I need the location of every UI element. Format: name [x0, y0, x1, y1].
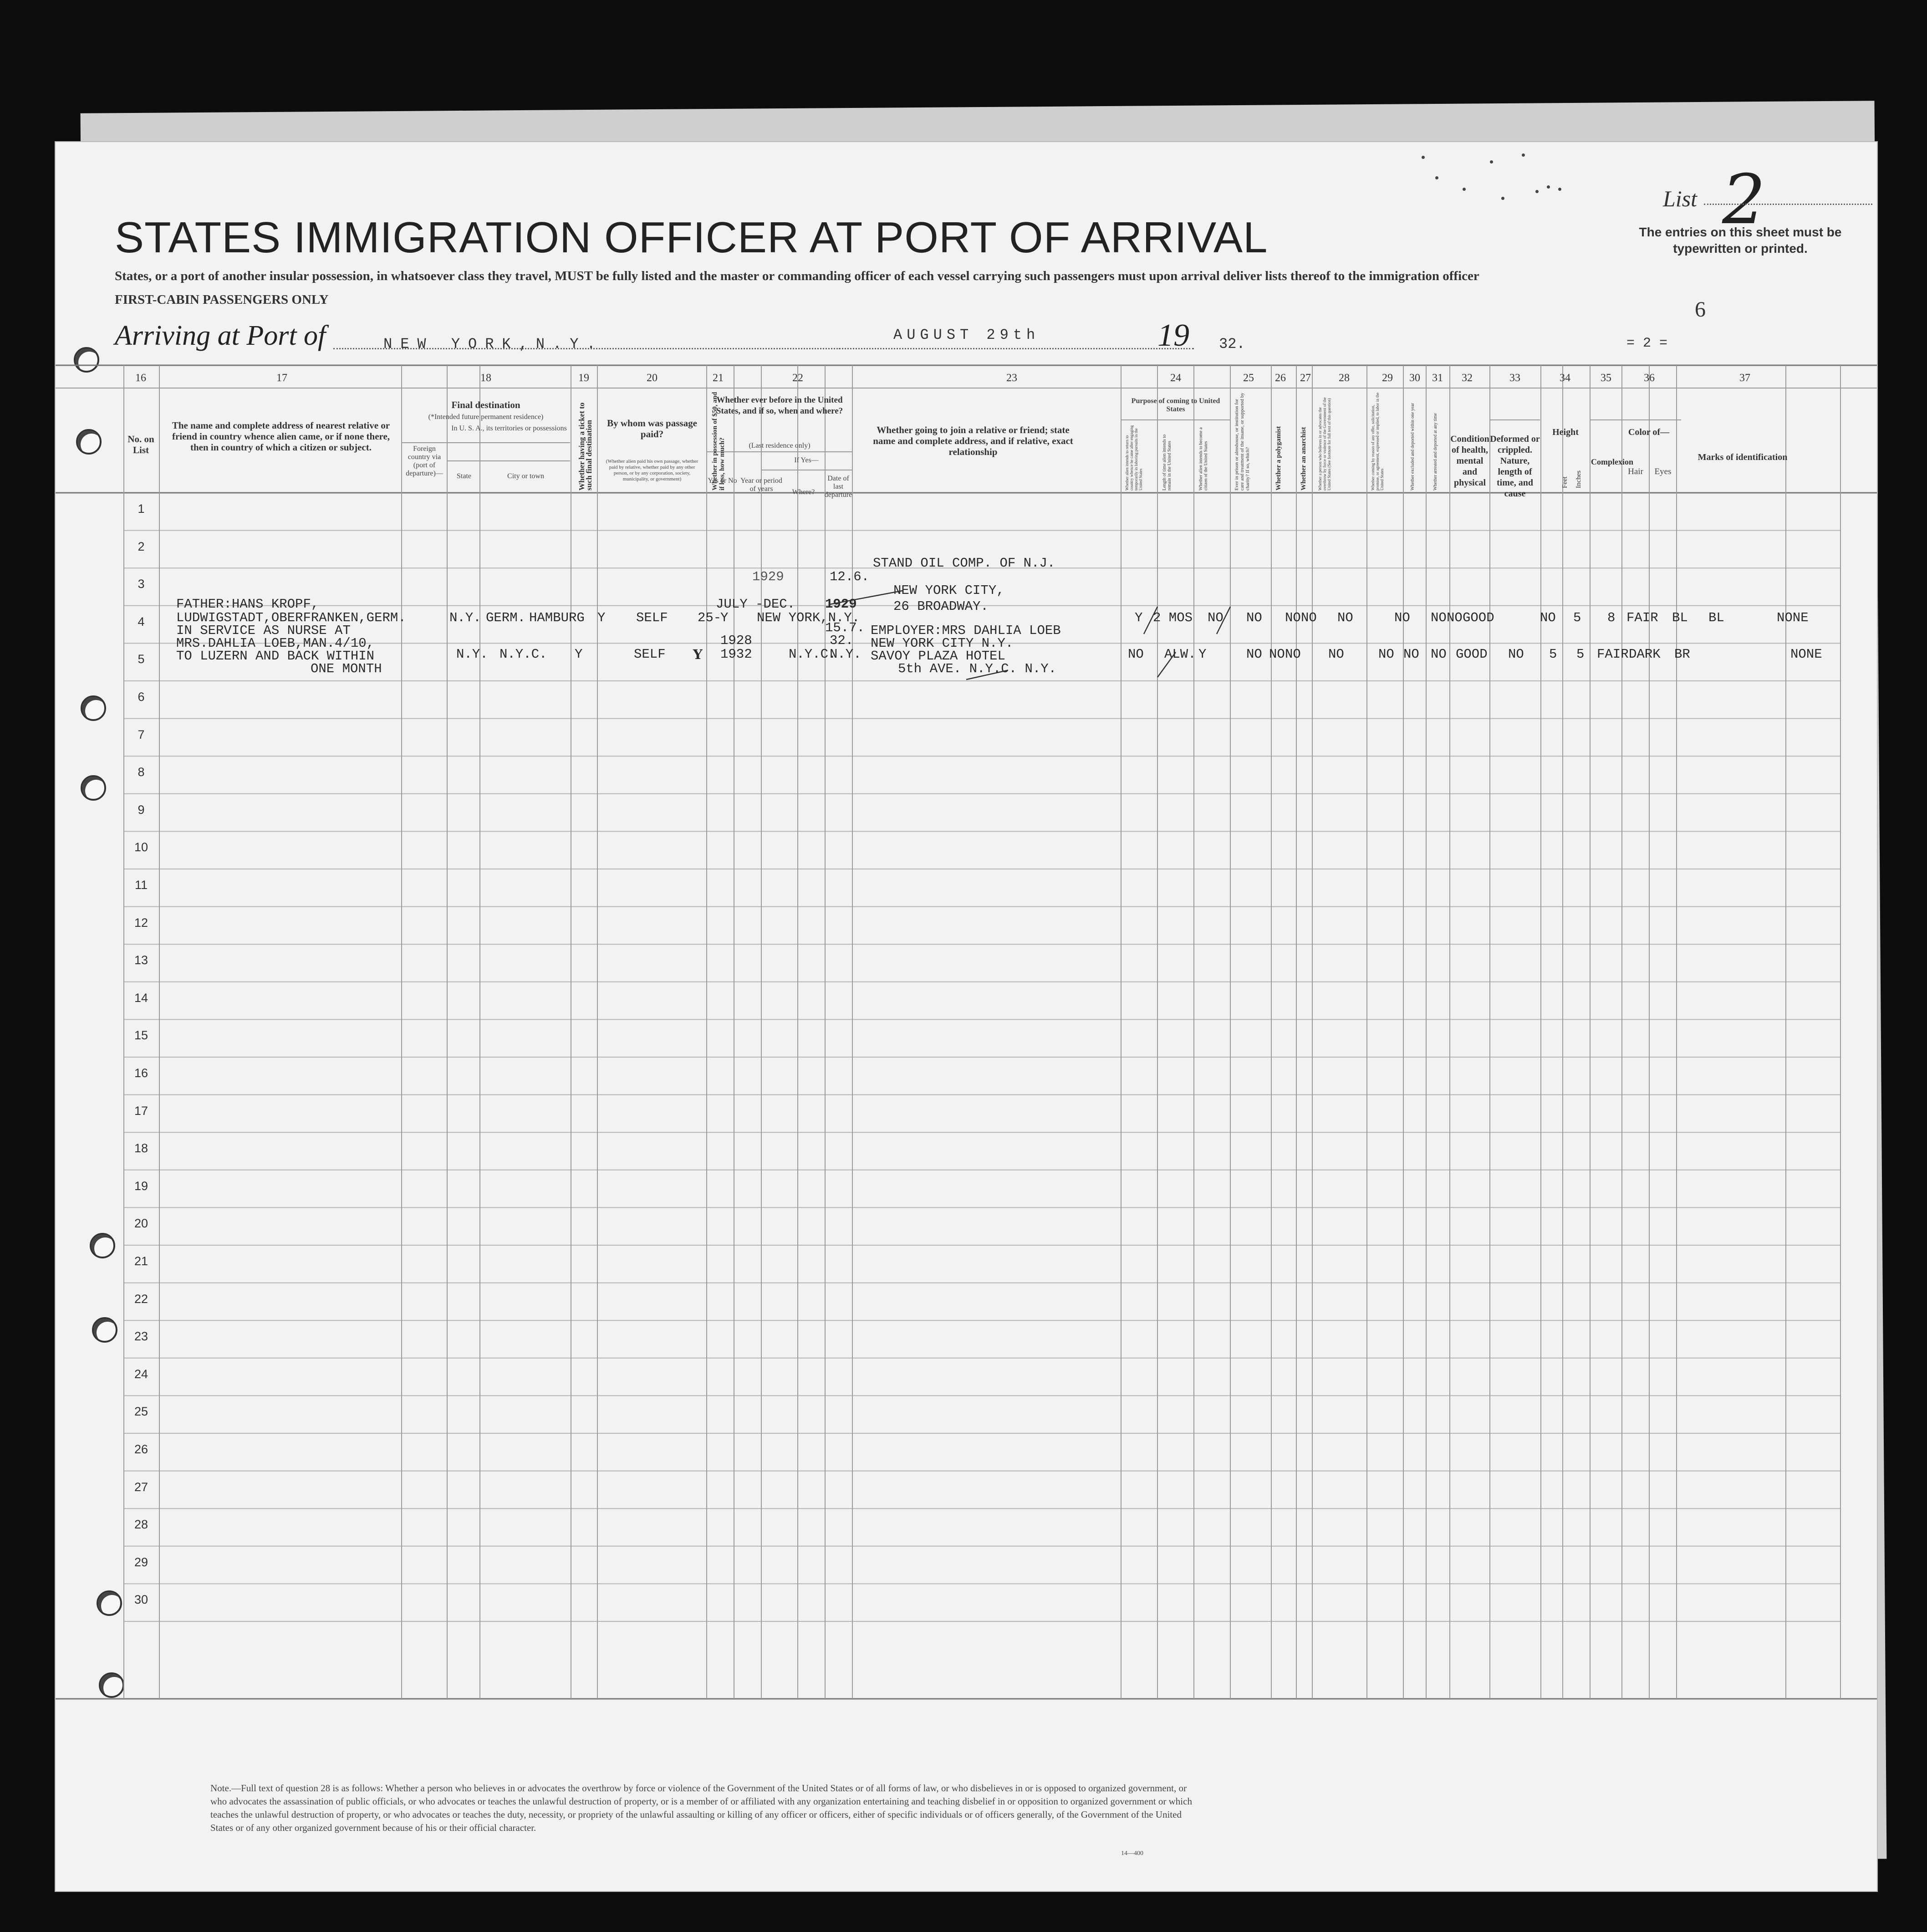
r1-join-line3: 26 BROADWAY.	[893, 599, 989, 614]
row-number: 28	[134, 1518, 148, 1532]
r1-before-yn: Y	[720, 610, 729, 625]
colnum-19: 19	[578, 372, 589, 384]
colnum-21: 21	[713, 372, 724, 384]
row-number: 6	[138, 690, 145, 704]
header-c16: No. on List	[127, 434, 154, 455]
r2-period-1: 1928	[720, 633, 752, 648]
row-number: 14	[134, 991, 148, 1005]
entries-note: The entries on this sheet must be typewritten or printed.	[1639, 225, 1842, 256]
colnum-31: 31	[1432, 372, 1443, 384]
r1-hair: BL	[1672, 610, 1688, 625]
r1-citizen: NO	[1208, 610, 1223, 625]
r2-departure-2: 32.	[830, 633, 854, 648]
row-number: 27	[134, 1480, 148, 1494]
r1-money: 25-	[698, 610, 722, 625]
row-number: 25	[134, 1405, 148, 1419]
colnum-35: 35	[1601, 372, 1611, 384]
r2-marks: NONE	[1790, 647, 1822, 662]
header-c34: Height	[1552, 427, 1579, 437]
year-prefix: 19	[1157, 318, 1189, 353]
header-c26: Whether a polygamist	[1275, 426, 1282, 491]
r1-arrested: NO	[1447, 610, 1463, 625]
header-c18-city: City or town	[507, 472, 544, 480]
r1-overthrow: NO	[1337, 610, 1353, 625]
r2-money: Y	[693, 647, 703, 662]
date-value: AUGUST 29th	[893, 327, 1040, 343]
r2-return: NO	[1128, 647, 1144, 662]
r1-length: 2 MOS	[1153, 610, 1193, 625]
row-number: 8	[138, 765, 145, 779]
colnum-30: 30	[1409, 372, 1420, 384]
colnum-24: 24	[1170, 372, 1181, 384]
r1-health: GOOD	[1463, 610, 1494, 625]
colnum-33: 33	[1509, 372, 1520, 384]
r2-relative-line2: MRS.DAHLIA LOEB,MAN.4/10,	[176, 636, 375, 651]
row-number: 5	[138, 652, 145, 666]
port-value: NEW YORK,N.Y.	[383, 336, 604, 353]
colnum-16: 16	[135, 372, 146, 384]
header-c18-us: In U. S. A., its territories or possessions	[451, 424, 567, 432]
sheet-number: 6	[1695, 297, 1706, 322]
row-number: 9	[138, 802, 145, 817]
header-c24-c: Whether alien intends to become a citizen of the United States	[1198, 427, 1208, 491]
row-number: 4	[138, 614, 145, 629]
r2-join-line1: EMPLOYER:MRS DAHLIA LOEB	[871, 623, 1061, 638]
header-c31: Whether arrested and deported at any time	[1433, 413, 1438, 491]
r2-relative-line1: IN SERVICE AS NURSE AT	[176, 623, 351, 638]
r1-where: NEW YORK,N.Y.	[757, 610, 860, 625]
colnum-34: 34	[1560, 372, 1570, 384]
r1-offer: NO	[1394, 610, 1410, 625]
colnum-37: 37	[1739, 372, 1750, 384]
header-c17: The name and complete address of nearest relative or friend in country whence alien came, or if none there, then in country of which a citizen or subject.	[172, 420, 390, 453]
row-number: 11	[134, 878, 148, 892]
r1-prison: NO	[1246, 610, 1262, 625]
r1-port: HAMBURG	[529, 610, 585, 625]
header-c18-state: State	[457, 472, 471, 480]
r1-period-top: 1929	[752, 569, 784, 584]
form-instructions: States, or a port of another insular possession, in whatsoever class they travel, MUST be fully listed and the master or commanding officer of each vessel carrying such passengers must upon arrival deliver lists thereof to the immigration officer	[115, 269, 1479, 283]
row-number: 18	[134, 1141, 148, 1155]
row-number: 13	[134, 953, 148, 967]
header-c33: Deformed or crippled. Nature, length of time, and cause	[1490, 434, 1540, 499]
header-c18-foreign: Foreign country via (port of departure)—	[406, 445, 443, 477]
r1-feet: 5	[1573, 610, 1581, 625]
row-number: 1	[138, 502, 145, 516]
colnum-18: 18	[480, 372, 491, 384]
header-c23: Whether going to join a relative or friend; state name and complete address, and if relative, exact relationship	[873, 424, 1073, 457]
r2-relative-line3: TO LUZERN AND BACK WITHIN	[176, 649, 375, 664]
r1-relative-line1: FATHER:HANS KROPF,	[176, 597, 319, 612]
row-number: 10	[134, 840, 148, 854]
r1-paid-by: SELF	[636, 610, 668, 625]
list-label: List	[1663, 186, 1698, 211]
r1-ticket: Y	[597, 610, 606, 625]
r2-citizen: Y	[1198, 647, 1207, 662]
r1-anarchist: NO	[1301, 610, 1317, 625]
header-c24-b: Length of time alien intends to remain in the United States	[1162, 434, 1172, 491]
row-number: 19	[134, 1179, 148, 1193]
header-c22-where: Where?	[792, 488, 815, 496]
row-number: 23	[134, 1329, 148, 1344]
r1-complexion: FAIR	[1626, 610, 1658, 625]
r2-health: GOOD	[1456, 647, 1488, 662]
header-c22-date: Date of last departure	[824, 475, 852, 499]
r2-feet: 5	[1549, 647, 1557, 662]
header-c20: By whom was passage paid?	[607, 418, 697, 440]
form-title: STATES IMMIGRATION OFFICER AT PORT OF ARRIVAL	[115, 213, 1268, 262]
r2-join-line3: SAVOY PLAZA HOTEL	[871, 649, 1005, 664]
r1-join-line1: STAND OIL COMP. OF N.J.	[873, 556, 1055, 571]
check-marks	[56, 142, 1877, 734]
header-c18-sub: (*Intended future permanent residence)	[428, 413, 544, 421]
header-c20-sub: (Whether alien paid his own passage, whether paid by relative, whether paid by any other person, or by any corporation, society, municipality, or government)	[606, 459, 698, 482]
r2-prison: NO	[1246, 647, 1262, 662]
r2-complexion: FAIR	[1597, 647, 1629, 662]
year-value: 32.	[1219, 336, 1245, 353]
footnote-form-code: 14—400	[1121, 1850, 1143, 1857]
header-c28: Whether a person who believes in or advocates the overthrow by force or violence of the Government of the United States (See footnote for full text of this question)	[1318, 397, 1331, 491]
row-number: 7	[138, 727, 145, 741]
passenger-class: FIRST-CABIN PASSENGERS ONLY	[115, 292, 329, 307]
colnum-22: 22	[792, 372, 803, 384]
r2-eyes: BR	[1674, 647, 1690, 662]
r1-return: Y	[1135, 610, 1143, 625]
page-mark: = 2 =	[1626, 336, 1668, 351]
colnum-36: 36	[1644, 372, 1655, 384]
header-c36: Color of—	[1628, 427, 1670, 437]
r2-city: N.Y.C.	[500, 647, 547, 662]
r2-offer: NO	[1378, 647, 1394, 662]
r2-arrested: NO	[1431, 647, 1447, 662]
r2-paid-by: SELF	[634, 647, 666, 662]
row-number: 17	[134, 1104, 148, 1118]
header-c37: Marks of identification	[1698, 452, 1788, 462]
header-c29: Whether coming by reason of any offer, solicitation, promise, or agreement, expressed or implied, to labor in the United States	[1371, 393, 1384, 491]
r2-state: N.Y.	[456, 647, 488, 662]
colnum-28: 28	[1339, 372, 1350, 384]
header-c19: Whether having a ticket to such final destination	[577, 402, 593, 491]
footnote: Note.—Full text of question 28 is as follows: Whether a person who believes in or advocates the overthrow by force or violence of the Government of the United States or of all forms of law, or who disbelieves in or is opposed to organized government, or who advocates the assassination of public officials, or who advocates or teaches the unlawful destruction of property, or is a member of or affiliated with any organization entertaining and teaching disbelief in or opposition to organized government or which teaches the unlawful destruction of property, or who advocates or teaches the duty, necessity, or propriety of the unlawful assaulting or killing of any officer or officers, either of specific individuals or of officers generally, of the Government of the United States or of any other organized government because of his or their official character.	[210, 1783, 1192, 1833]
header-c36-hair: Hair	[1628, 467, 1643, 476]
header-c22-sub: (Last residence only)	[749, 442, 811, 450]
r2-polygamist: NO	[1269, 647, 1285, 662]
r2-anarchist: NO	[1285, 647, 1301, 662]
r1-state: N.Y.	[449, 610, 481, 625]
r2-deformed: NO	[1508, 647, 1524, 662]
header-c27: Whether an anarchist	[1300, 427, 1307, 491]
colnum-17: 17	[276, 372, 287, 384]
r2-period-2: 1932	[720, 647, 752, 662]
header-c22-ifyes: If Yes—	[794, 456, 819, 464]
r1-join-line2: NEW YORK CITY,	[893, 583, 1004, 598]
row-number: 2	[138, 539, 145, 553]
header-c18: Final destination	[451, 399, 520, 410]
r2-hair: DARK	[1629, 647, 1661, 662]
colnum-23: 23	[1006, 372, 1017, 384]
row-number: 3	[138, 577, 145, 591]
row-number: 24	[134, 1367, 148, 1381]
r1-polygamist: NO	[1285, 610, 1301, 625]
manifest-sheet	[55, 141, 1878, 1892]
r2-where: N.Y.C.	[789, 647, 836, 662]
r1-departure: 1929	[825, 597, 857, 612]
header-c34-inches: Inches	[1575, 470, 1582, 488]
r2-excluded: NO	[1403, 647, 1419, 662]
r1-excluded: NO	[1431, 610, 1447, 625]
row-number: 22	[134, 1292, 148, 1306]
r1-eyes: BL	[1708, 610, 1724, 625]
header-c24: Purpose of coming to United States	[1131, 397, 1220, 413]
header-c34-feet: Feet	[1561, 476, 1569, 488]
r2-inches: 5	[1576, 647, 1585, 662]
r1-marks: NONE	[1777, 610, 1809, 625]
colnum-26: 26	[1275, 372, 1286, 384]
r2-overthrow: NO	[1328, 647, 1344, 662]
row-number: 20	[134, 1216, 148, 1231]
header-c35: Complexion	[1591, 457, 1634, 466]
row-number: 15	[134, 1028, 148, 1043]
row-number: 29	[134, 1555, 148, 1569]
colnum-25: 25	[1243, 372, 1254, 384]
r2-departure-3: N.Y.	[830, 647, 862, 662]
colnum-29: 29	[1382, 372, 1393, 384]
r2-join-line2: NEW YORK CITY N.Y.	[871, 636, 1014, 651]
r2-join-line4: 5th AVE. N.Y.C. N.Y.	[898, 661, 1057, 676]
row-number: 21	[134, 1254, 148, 1268]
row-number: 30	[134, 1593, 148, 1607]
header-c24-a: Whether alien intends to return to country whence he came after engaging temporarily in laboring pursuits in the United States	[1125, 425, 1143, 491]
colnum-20: 20	[647, 372, 658, 384]
r2-ticket: Y	[575, 647, 583, 662]
r2-length: ALW.	[1164, 647, 1196, 662]
header-c22-year: Year or period of years	[740, 477, 782, 493]
header-c30: Whether excluded and deported within one year	[1410, 403, 1415, 491]
r1-deformed: NO	[1540, 610, 1556, 625]
header-c32: Condition of health, mental and physical	[1450, 434, 1489, 488]
r2-relative-line4: ONE MONTH	[311, 661, 382, 676]
r2-departure-1: 15.7.	[825, 620, 865, 635]
r1-inches: 8	[1607, 610, 1616, 625]
r1-foreign: GERM.	[486, 610, 526, 625]
header-c22-yesno: Yes or No	[708, 477, 737, 485]
row-number: 26	[134, 1442, 148, 1456]
colnum-27: 27	[1300, 372, 1311, 384]
header-c36-eyes: Eyes	[1654, 467, 1672, 476]
r1-period: JULY -DEC.	[716, 597, 795, 612]
row-number: 16	[134, 1066, 148, 1080]
row-number: 12	[134, 915, 148, 930]
r1-departure-top: 12.6.	[830, 569, 870, 584]
colnum-32: 32	[1462, 372, 1473, 384]
list-number: 2	[1722, 160, 1766, 240]
r1-relative-line2: LUDWIGSTADT,OBERFRANKEN,GERM.	[176, 610, 406, 625]
header-c25: Ever in prison or almshouse, or institution for care and treatment of the insane, or supported by charity? If so, which?	[1234, 393, 1250, 491]
header-c22: Whether ever before in the United States, and if so, when and where?	[716, 395, 843, 416]
arriving-label: Arriving at Port of	[115, 320, 326, 351]
header-c21: Whether in possession of $50, and if less, how much?	[711, 392, 726, 491]
